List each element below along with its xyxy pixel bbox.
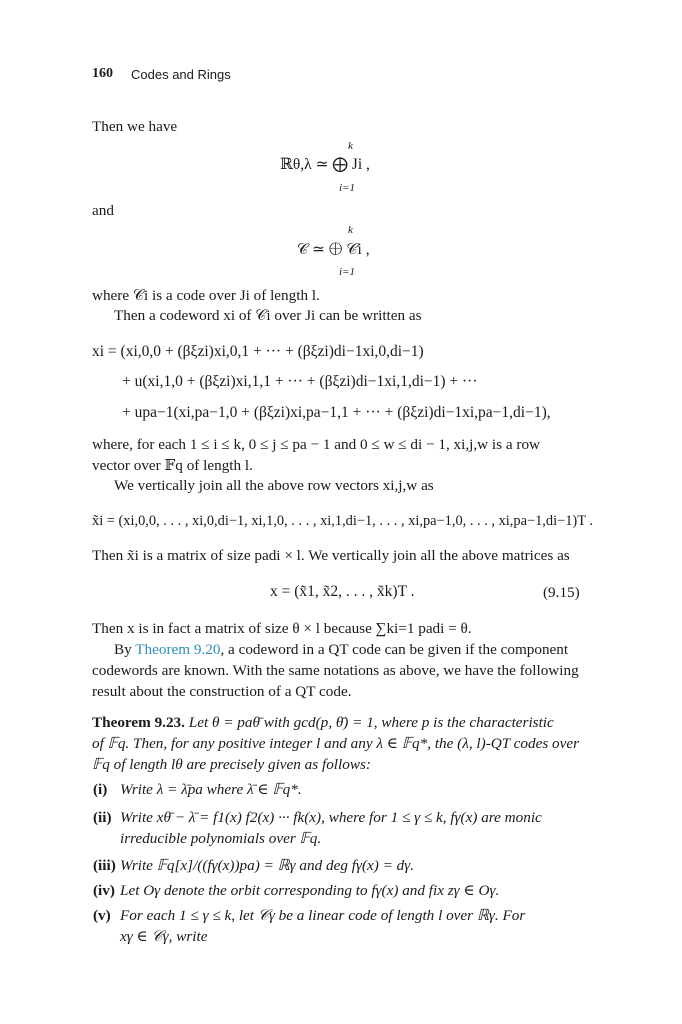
by-prefix: By [114,641,136,658]
eq2-lower-limit: i=1 [339,266,355,278]
item-iii-label: (iii) [93,857,116,874]
theorem-9-20-link[interactable]: Theorem 9.20 [135,641,221,658]
theorem-line-2: of 𝔽q. Then, for any positive integer l and any λ ∈ 𝔽q*, the (λ, l)-QT codes over [92,735,580,752]
paragraph-codewords-known: codewords are known. With the same notations as above, we have the following [92,662,579,679]
paragraph-then-x-matrix: Then x is in fact a matrix of size θ × l because ∑ki=1 padi = θ. [92,620,472,637]
eq1-upper-limit: k [348,140,353,152]
paragraph-vertically-join: We vertically join all the above row vectors xi,j,w as [114,477,434,494]
item-ii-text: Write xθ̄ − λ̄ = f1(x) f2(x) ··· fk(x), where for 1 ≤ γ ≤ k, fγ(x) are monic [120,809,542,826]
item-ii-continuation: irreducible polynomials over 𝔽q. [120,830,322,847]
codeword-line-3: + upa−1(xi,pa−1,0 + (βξzi)xi,pa−1,1 + ··· + (βξzi)di−1xi,pa−1,di−1), [122,404,551,421]
item-v-text: For each 1 ≤ γ ≤ k, let 𝒞γ be a linear code of length l over ℝγ. For [120,907,526,924]
item-iii-text: Write 𝔽q[x]/((fγ(x))pa) = ℝγ and deg fγ(x) = dγ. [120,857,415,874]
item-iv-label: (iv) [93,882,115,899]
paragraph-by-theorem [114,639,568,661]
paragraph-then-we-have: Then we have [92,118,178,135]
theorem-line-3: 𝔽q of length lθ are precisely given as follows: [92,756,371,773]
paragraph-then-matrix: Then x̃i is a matrix of size padi × l. We vertically join all the above matrices as [92,547,570,564]
paragraph-where-code: where 𝒞i is a code over Ji of length l. [92,287,320,304]
running-title: Codes and Rings [131,67,231,82]
eq1-main: ℝθ,λ ≃ ⨁ Ji , [280,156,370,173]
codeword-line-1: xi = (xi,0,0 + (βξzi)xi,0,1 + ··· + (βξzi)di−1xi,0,di−1) [92,343,424,360]
item-ii-label: (ii) [93,809,112,826]
eq1-lower-limit: i=1 [339,182,355,194]
item-i-text: Write λ = λ̄pa where λ̄ ∈ 𝔽q*. [120,781,302,798]
item-v-label: (v) [93,907,111,924]
eq2-upper-limit: k [348,224,353,236]
eq2-main: 𝒞 ≃ ⨁ 𝒞i , [297,241,370,258]
page-number: 160 [92,66,113,81]
equation-x-tilde: x̃i = (xi,0,0, . . . , xi,0,di−1, xi,1,0, . . . , xi,1,di−1, . . . , xi,pa−1,0, . . . , xi,pa−1,di−1)T . [92,513,593,529]
paragraph-where-each-1: where, for each 1 ≤ i ≤ k, 0 ≤ j ≤ pa − 1 and 0 ≤ w ≤ di − 1, xi,j,w is a row [92,436,541,453]
item-iv-text: Let Oγ denote the orbit corresponding to fγ(x) and fix zγ ∈ Oγ. [120,882,500,899]
theorem-text-1: Let θ = paθ̄ with gcd(p, θ̄) = 1, where p is the characteristic [188,714,554,731]
paragraph-where-each-2: vector over 𝔽q of length l. [92,457,253,474]
equation-x: x = (x̃1, x̃2, . . . , x̃k)T . [270,583,415,600]
theorem-line-1 [92,712,554,734]
equation-number: (9.15) [543,584,580,601]
paragraph-result-about: result about the construction of a QT code. [92,683,352,700]
item-v-continuation: xγ ∈ 𝒞γ, write [120,928,208,945]
theorem-label: Theorem 9.23. [92,714,185,731]
by-suffix: , a codeword in a QT code can be given if the component [220,641,569,658]
paragraph-then-codeword: Then a codeword xi of 𝒞i over Ji can be written as [114,307,422,324]
paragraph-and: and [92,202,114,219]
codeword-line-2: + u(xi,1,0 + (βξzi)xi,1,1 + ··· + (βξzi)di−1xi,1,di−1) + ··· [122,373,478,390]
item-i-label: (i) [93,781,108,798]
